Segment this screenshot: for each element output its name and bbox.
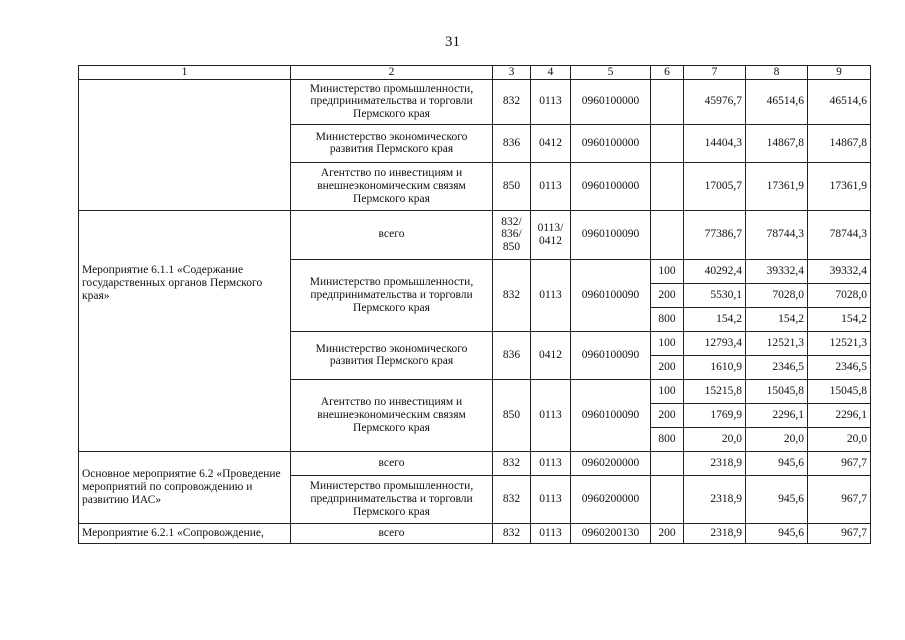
- csr-cell: 0960100000: [571, 79, 651, 124]
- event-cell: Мероприятие 6.1.1 «Содержание государственных органов Пермского края»: [79, 210, 291, 451]
- column-header: 5: [571, 66, 651, 80]
- page-number: 31: [445, 34, 460, 50]
- year3-cell: 15045,8: [808, 379, 871, 403]
- grbs-cell: 850: [493, 379, 531, 451]
- rzpr-cell: 0113: [531, 523, 571, 543]
- vr-cell: [651, 124, 684, 162]
- year3-cell: 17361,9: [808, 162, 871, 210]
- csr-cell: 0960200130: [571, 523, 651, 543]
- executor-cell: Министерство экономического развития Пермского края: [291, 331, 493, 379]
- rzpr-cell: 0113: [531, 451, 571, 475]
- rzpr-cell: 0113: [531, 379, 571, 451]
- column-header: 3: [493, 66, 531, 80]
- year2-cell: 945,6: [746, 451, 808, 475]
- csr-cell: 0960100000: [571, 162, 651, 210]
- year1-cell: 12793,4: [684, 331, 746, 355]
- year1-cell: 2318,9: [684, 475, 746, 523]
- year3-cell: 2346,5: [808, 355, 871, 379]
- vr-cell: [651, 79, 684, 124]
- column-header: 8: [746, 66, 808, 80]
- grbs-cell: 850: [493, 162, 531, 210]
- year2-cell: 17361,9: [746, 162, 808, 210]
- executor-cell: всего: [291, 451, 493, 475]
- year3-cell: 12521,3: [808, 331, 871, 355]
- grbs-cell: 832: [493, 523, 531, 543]
- column-header: 9: [808, 66, 871, 80]
- year2-cell: 7028,0: [746, 283, 808, 307]
- column-header: 2: [291, 66, 493, 80]
- csr-cell: 0960100090: [571, 210, 651, 259]
- year3-cell: 46514,6: [808, 79, 871, 124]
- csr-cell: 0960100090: [571, 379, 651, 451]
- rzpr-cell: 0113: [531, 162, 571, 210]
- year3-cell: 967,7: [808, 451, 871, 475]
- year1-cell: 2318,9: [684, 523, 746, 543]
- year1-cell: 17005,7: [684, 162, 746, 210]
- executor-cell: всего: [291, 210, 493, 259]
- year1-cell: 77386,7: [684, 210, 746, 259]
- event-cell: Мероприятие 6.2.1 «Сопровождение,: [79, 523, 291, 543]
- grbs-cell: 832: [493, 79, 531, 124]
- csr-cell: 0960100090: [571, 259, 651, 331]
- year1-cell: 1610,9: [684, 355, 746, 379]
- vr-cell: 200: [651, 283, 684, 307]
- year2-cell: 945,6: [746, 523, 808, 543]
- column-header: 6: [651, 66, 684, 80]
- grbs-cell: 832: [493, 451, 531, 475]
- year1-cell: 2318,9: [684, 451, 746, 475]
- vr-cell: [651, 451, 684, 475]
- year1-cell: 40292,4: [684, 259, 746, 283]
- year2-cell: 12521,3: [746, 331, 808, 355]
- year3-cell: 967,7: [808, 475, 871, 523]
- column-header: 7: [684, 66, 746, 80]
- vr-cell: [651, 210, 684, 259]
- vr-cell: 100: [651, 259, 684, 283]
- year3-cell: 7028,0: [808, 283, 871, 307]
- year1-cell: 14404,3: [684, 124, 746, 162]
- grbs-cell: 832: [493, 475, 531, 523]
- year2-cell: 46514,6: [746, 79, 808, 124]
- year2-cell: 2296,1: [746, 403, 808, 427]
- year2-cell: 39332,4: [746, 259, 808, 283]
- csr-cell: 0960200000: [571, 451, 651, 475]
- year3-cell: 78744,3: [808, 210, 871, 259]
- year1-cell: 154,2: [684, 307, 746, 331]
- csr-cell: 0960100090: [571, 331, 651, 379]
- vr-cell: 800: [651, 427, 684, 451]
- rzpr-cell: 0113: [531, 259, 571, 331]
- rzpr-cell: 0113: [531, 475, 571, 523]
- year2-cell: 945,6: [746, 475, 808, 523]
- year3-cell: 967,7: [808, 523, 871, 543]
- vr-cell: 200: [651, 355, 684, 379]
- year2-cell: 15045,8: [746, 379, 808, 403]
- csr-cell: 0960100000: [571, 124, 651, 162]
- year3-cell: 20,0: [808, 427, 871, 451]
- column-header: 4: [531, 66, 571, 80]
- vr-cell: [651, 475, 684, 523]
- vr-cell: 200: [651, 403, 684, 427]
- year2-cell: 2346,5: [746, 355, 808, 379]
- vr-cell: 100: [651, 379, 684, 403]
- csr-cell: 0960200000: [571, 475, 651, 523]
- year1-cell: 20,0: [684, 427, 746, 451]
- year1-cell: 1769,9: [684, 403, 746, 427]
- year3-cell: 14867,8: [808, 124, 871, 162]
- table-row: [79, 451, 871, 475]
- executor-cell: Министерство промышленности, предпринимательства и торговли Пермского края: [291, 259, 493, 331]
- year1-cell: 15215,8: [684, 379, 746, 403]
- rzpr-cell: 0412: [531, 331, 571, 379]
- vr-cell: [651, 162, 684, 210]
- executor-cell: Министерство промышленности, предпринимательства и торговли Пермского края: [291, 475, 493, 523]
- table-row: [79, 523, 871, 543]
- table-row: [79, 79, 871, 124]
- executor-cell: Агентство по инвестициям и внешнеэкономическим связям Пермского края: [291, 162, 493, 210]
- event-cell-empty: [79, 79, 291, 210]
- year2-cell: 14867,8: [746, 124, 808, 162]
- rzpr-cell: 0412: [531, 124, 571, 162]
- column-header: 1: [79, 66, 291, 80]
- year2-cell: 20,0: [746, 427, 808, 451]
- year1-cell: 45976,7: [684, 79, 746, 124]
- rzpr-cell: 0113: [531, 79, 571, 124]
- year1-cell: 5530,1: [684, 283, 746, 307]
- event-cell: Основное мероприятие 6.2 «Проведение мероприятий по сопровождению и развитию ИАС»: [79, 451, 291, 523]
- year2-cell: 78744,3: [746, 210, 808, 259]
- vr-cell: 100: [651, 331, 684, 355]
- year3-cell: 154,2: [808, 307, 871, 331]
- table-row: [79, 210, 871, 259]
- executor-cell: Министерство экономического развития Пермского края: [291, 124, 493, 162]
- year3-cell: 39332,4: [808, 259, 871, 283]
- executor-cell: Агентство по инвестициям и внешнеэкономическим связям Пермского края: [291, 379, 493, 451]
- executor-cell: всего: [291, 523, 493, 543]
- vr-cell: 200: [651, 523, 684, 543]
- grbs-cell: 832: [493, 259, 531, 331]
- executor-cell: Министерство промышленности, предпринимательства и торговли Пермского края: [291, 79, 493, 124]
- year3-cell: 2296,1: [808, 403, 871, 427]
- rzpr-cell: 0113/ 0412: [531, 210, 571, 259]
- grbs-cell: 836: [493, 331, 531, 379]
- column-header-row: [79, 66, 871, 80]
- budget-table: [78, 65, 871, 544]
- vr-cell: 800: [651, 307, 684, 331]
- grbs-cell: 832/ 836/ 850: [493, 210, 531, 259]
- year2-cell: 154,2: [746, 307, 808, 331]
- grbs-cell: 836: [493, 124, 531, 162]
